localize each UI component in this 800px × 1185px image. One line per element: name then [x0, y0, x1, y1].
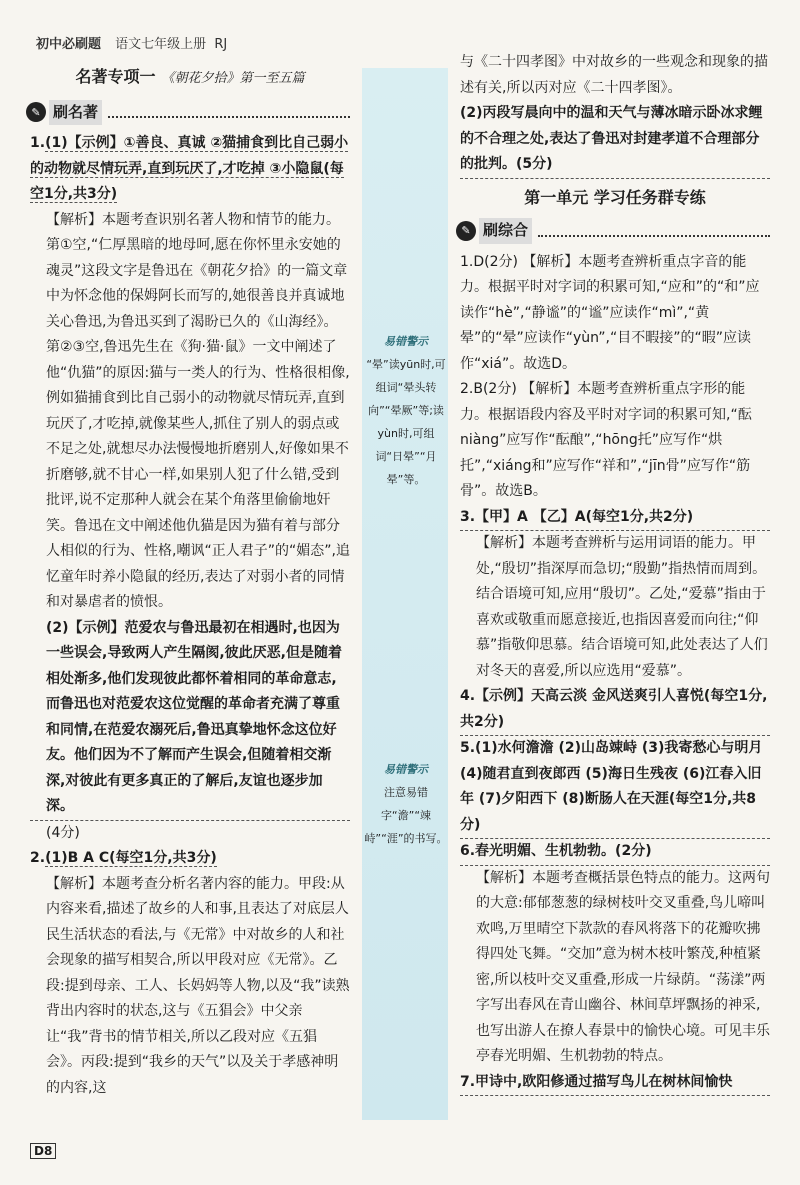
unit-title: 第一单元 学习任务群专练	[524, 187, 706, 207]
pencil-icon: ✎	[26, 102, 46, 122]
r-q3-answer: 3.【甲】A 【乙】A(每空1分,共2分)	[460, 505, 770, 532]
q2-analysis-continued: 与《二十四孝图》中对故乡的一些观念和现象的描述有关,所以丙对应《二十四孝图》。	[460, 54, 768, 96]
r-q2: 2.B(2分) 【解析】本题考查辨析重点字形的能力。根据语段内容及平时对字词的积累可知,“酝 niàng”应写作“酝酿”,“hōng托”应写作“烘托”,“xiáng和”应写作“祥和”,“jīn骨”应写作“筋骨”。故选B。	[460, 381, 752, 499]
margin-strip	[362, 68, 448, 1120]
q2-number: 2.	[30, 850, 46, 866]
section-title-text: 名著专项一	[75, 67, 156, 86]
r-q3-analysis: 【解析】本题考查辨析与运用词语的能力。甲处,“殷切”指深厚而急切;“殷勤”指热情而周到。结合语境可知,应用“殷切”。乙处,“爱慕”指由于喜欢或敬重而愿意接近,也指因喜爱而向往;“仰慕”指敬仰思慕。结合语境可知,此处表达了人们对冬天的喜爱,所以应选用“爱慕”。	[476, 535, 768, 679]
r-q6-analysis: 【解析】本题考查概括景色特点的能力。这两句的大意:郁郁葱葱的绿树枝叶交叉重叠,鸟儿啼叫欢鸣,万里晴空下款款的春风将落下的花瓣吹拂得四处飞舞。“交加”意为树木枝叶繁茂,种植紧密,所以枝叶交叉重叠,形成一片绿荫。“荡漾”两字写出春风在青山幽谷、林间草坪飘扬的神采,也写出游人在撩人春景中的愉快心境。可见丰乐亭春光明媚、生机勃勃的特点。	[476, 869, 770, 1064]
dotted-divider	[108, 106, 350, 118]
section-subtitle: 《朝花夕拾》第一至五篇	[161, 71, 305, 86]
q2-answer-text: (1)B A C(每空1分,共3分)	[45, 850, 217, 866]
q2-answer	[30, 846, 350, 872]
note-tag: 易错警示	[384, 763, 428, 776]
q1-answer-2: (2)【示例】范爱农与鲁迅最初在相遇时,也因为一些误会,导致两人产生隔阂,彼此厌恶,但是随着相处渐多,他们发现彼此都怀着相同的革命意志,而鲁迅也对范爱农这位觉醒的革命者充满了尊重和同情,在范爱农溺死后,鲁迅真挚地怀念这位好友。他们因为不了解而产生误会,但随着相交渐深,对彼此有更多真正的了解后,友谊也逐步加深。	[30, 616, 350, 821]
q1-answer-text: (1)【示例】①善良、真诚 ②猫捕食到比自己弱小的动物就尽情玩弄,直到玩厌了,才吃掉 ③小隐鼠(每空1分,共3分)	[30, 135, 349, 202]
series-name: 初中必刷题	[36, 37, 102, 52]
edition-label: RJ	[214, 37, 228, 52]
banner-zonghe	[456, 218, 770, 244]
q1-analysis: 【解析】本题考查识别名著人物和情节的能力。第①空,“仁厚黑暗的地母呵,愿在你怀里永安她的魂灵”这段文字是鲁迅在《朝花夕拾》的一篇文章中为怀念他的保姆阿长而写的,她很善良并真诚地关心鲁迅,为鲁迅买到了渴盼已久的《山海经》。第②③空,鲁迅先生在《狗·猫·鼠》一文中阐述了他“仇猫”的原因:猫与一类人的行为、性格很相像,例如猫捕食到比自己弱小的动物就尽情玩弄,直到玩厌了,才吃掉,就像某些人,抓住了别人的弱点或不足之处,就想尽办法慢慢地折磨别人,好像如果不折磨够,就不甘心一样,如果别人犯了什么错,受到批评,说不定那种人就会在某个角落里偷偷地奸笑。鲁迅在文中阐述他仇猫是因为猫有着与部分人相似的行为、性格,嘲讽“正人君子”的“媚态”,追忆童年时养小隐鼠的经历,表达了对弱小者的同情和对暴虐者的愤恨。	[46, 211, 350, 610]
q2-analysis: 【解析】本题考查分析名著内容的能力。甲段:从内容来看,描述了故乡的人和事,且表达了对底层人民生活状态的看法,与《无常》中对故乡的人和社会现象的描写相契合,所以甲段对应《无常》。乙段:提到母亲、工人、长妈妈等人物,以及“我”读熟背出内容时的状态,这与《五猖会》中父亲让“我”背书的情节相关,所以乙段对应《五猖会》。丙段:提到“我乡的天气”以及关于孝感神明的内容,这	[46, 875, 350, 1096]
q1-number: 1.	[30, 135, 46, 151]
pencil-icon: ✎	[456, 221, 476, 241]
q1-score: (4分)	[46, 824, 80, 841]
q2-answer-2: (2)丙段写晨向中的温和天气与薄冰暗示卧冰求鲤的不合理之处,表达了鲁迅对封建孝道不合理部分的批判。(5分)	[460, 101, 770, 179]
note-text: 注意易错字“澹”“竦峙”“涯”的书写。	[364, 786, 448, 845]
subject-name: 语文七年级上册	[115, 37, 207, 52]
right-column	[460, 50, 770, 1096]
margin-note-2	[364, 758, 448, 850]
banner-label: 刷综合	[479, 218, 532, 244]
section-title	[30, 64, 350, 92]
banner-mingzhu	[26, 100, 350, 126]
r-q1: 1.D(2分) 【解析】本题考查辨析重点字音的能力。根据平时对字词的积累可知,“应和”的“和”应读作“hè”,“静谧”的“谧”应读作“mì”,“黄晕”的“晕”应读作“yùn”,“目不暇接”的“暇”应读作“xiá”。故选D。	[460, 253, 760, 372]
note-text: “晕”读yūn时,可组词“晕头转向”“晕厥”等;读yùn时,可组词“日晕”“月晕”等。	[366, 358, 446, 486]
r-q5: 5.(1)水何澹澹 (2)山岛竦峙 (3)我寄愁心与明月 (4)随君直到夜郎西 (5)海日生残夜 (6)江春入旧年 (7)夕阳西下 (8)断肠人在天涯(每空1分,共8分)	[460, 736, 770, 839]
dotted-divider	[538, 225, 770, 237]
r-q4: 4.【示例】天高云淡 金风送爽引人喜悦(每空1分,共2分)	[460, 684, 770, 736]
margin-note-1	[364, 330, 448, 491]
r-q6-answer: 6.春光明媚、生机勃勃。(2分)	[460, 839, 770, 866]
q1-answer-1	[30, 131, 350, 208]
note-tag: 易错警示	[384, 335, 428, 348]
page-header	[36, 33, 227, 52]
left-column	[30, 58, 350, 1101]
page-number: D8	[30, 1143, 56, 1159]
r-q7: 7.甲诗中,欧阳修通过描写鸟儿在树林间愉快	[460, 1070, 770, 1097]
banner-label: 刷名著	[49, 100, 102, 126]
